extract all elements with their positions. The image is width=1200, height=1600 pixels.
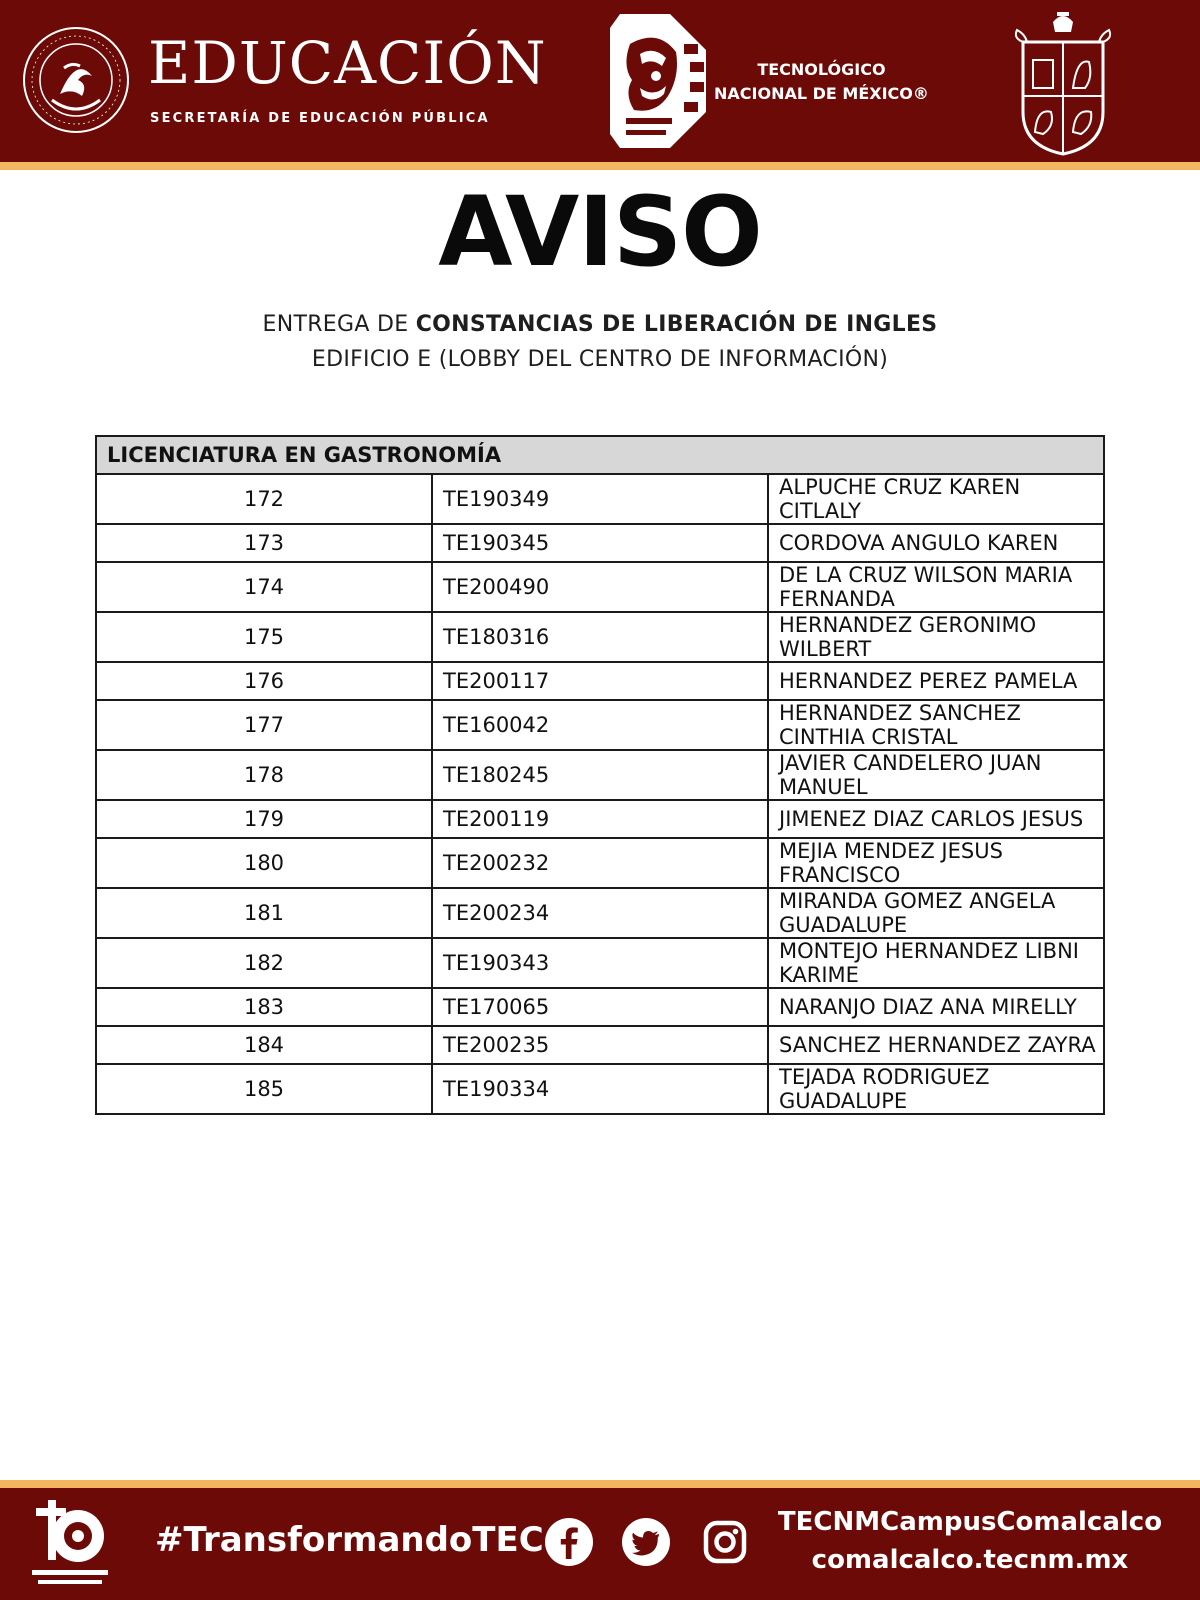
table-row bbox=[96, 988, 1104, 1026]
table-row bbox=[96, 662, 1104, 700]
student-id: TE200119 bbox=[432, 800, 768, 838]
student-name: HERNANDEZ GERONIMO WILBERT bbox=[768, 612, 1104, 662]
row-number: 179 bbox=[96, 800, 432, 838]
students-table bbox=[95, 435, 1105, 1115]
hashtag: #TransformandoTEC bbox=[155, 1520, 544, 1560]
table-row bbox=[96, 700, 1104, 750]
student-id: TE190334 bbox=[432, 1064, 768, 1114]
header-banner bbox=[0, 0, 1200, 162]
footer-accent-stripe bbox=[0, 1480, 1200, 1488]
notice-line-2: EDIFICIO E (LOBBY DEL CENTRO DE INFORMACIÓN) bbox=[311, 347, 889, 372]
row-number: 183 bbox=[96, 988, 432, 1026]
student-id: TE170065 bbox=[432, 988, 768, 1026]
table-row bbox=[96, 800, 1104, 838]
student-id: TE190349 bbox=[432, 474, 768, 524]
student-id: TE180245 bbox=[432, 750, 768, 800]
notice-line-1-bold: CONSTANCIAS DE LIBERACIÓN DE INGLES bbox=[415, 312, 938, 337]
table-row bbox=[96, 888, 1104, 938]
notice-line-1 bbox=[0, 312, 1200, 337]
table-row bbox=[96, 612, 1104, 662]
itsc-logo-icon bbox=[28, 1494, 112, 1594]
student-id: TE190343 bbox=[432, 938, 768, 988]
student-id: TE200490 bbox=[432, 562, 768, 612]
table-row bbox=[96, 938, 1104, 988]
table-row bbox=[96, 838, 1104, 888]
tabasco-coat-of-arms-icon bbox=[1013, 8, 1113, 156]
student-name: NARANJO DIAZ ANA MIRELLY bbox=[768, 988, 1104, 1026]
row-number: 178 bbox=[96, 750, 432, 800]
sep-subtitle: SECRETARÍA DE EDUCACIÓN PÚBLICA bbox=[150, 111, 490, 126]
student-name: HERNANDEZ SANCHEZ CINTHIA CRISTAL bbox=[768, 700, 1104, 750]
student-name: ALPUCHE CRUZ KAREN CITLALY bbox=[768, 474, 1104, 524]
tecnm-line-2: NACIONAL DE MÉXICO® bbox=[714, 84, 929, 103]
campus-website[interactable]: comalcalco.tecnm.mx bbox=[811, 1545, 1129, 1575]
education-title: EDUCACIÓN bbox=[148, 29, 547, 97]
row-number: 181 bbox=[96, 888, 432, 938]
student-name: TEJADA RODRIGUEZ GUADALUPE bbox=[768, 1064, 1104, 1114]
instagram-icon[interactable] bbox=[700, 1517, 750, 1567]
table-heading: LICENCIATURA EN GASTRONOMÍA bbox=[96, 436, 1104, 474]
notice-title: AVISO bbox=[438, 176, 762, 288]
campus-name: TECNMCampusComalcalco bbox=[777, 1507, 1163, 1537]
row-number: 180 bbox=[96, 838, 432, 888]
student-name: MONTEJO HERNANDEZ LIBNI KARIME bbox=[768, 938, 1104, 988]
student-name: JIMENEZ DIAZ CARLOS JESUS bbox=[768, 800, 1104, 838]
table-row bbox=[96, 562, 1104, 612]
student-name: HERNANDEZ PEREZ PAMELA bbox=[768, 662, 1104, 700]
row-number: 176 bbox=[96, 662, 432, 700]
tecnm-name bbox=[714, 58, 929, 106]
facebook-icon[interactable] bbox=[544, 1517, 594, 1567]
tecnm-line-1: TECNOLÓGICO bbox=[757, 60, 886, 79]
student-id: TE180316 bbox=[432, 612, 768, 662]
campus-info bbox=[770, 1503, 1170, 1579]
twitter-icon[interactable] bbox=[621, 1517, 671, 1567]
notice-line-1-prefix: ENTREGA DE bbox=[262, 312, 416, 337]
row-number: 174 bbox=[96, 562, 432, 612]
student-id: TE200234 bbox=[432, 888, 768, 938]
table-row bbox=[96, 474, 1104, 524]
student-id: TE200235 bbox=[432, 1026, 768, 1064]
student-id: TE200117 bbox=[432, 662, 768, 700]
table-row bbox=[96, 1026, 1104, 1064]
table-row bbox=[96, 524, 1104, 562]
student-id: TE200232 bbox=[432, 838, 768, 888]
student-name: MIRANDA GOMEZ ANGELA GUADALUPE bbox=[768, 888, 1104, 938]
student-name: MEJIA MENDEZ JESUS FRANCISCO bbox=[768, 838, 1104, 888]
student-name: DE LA CRUZ WILSON MARIA FERNANDA bbox=[768, 562, 1104, 612]
tecnm-logo-icon bbox=[610, 14, 706, 148]
table-row bbox=[96, 1064, 1104, 1114]
row-number: 175 bbox=[96, 612, 432, 662]
row-number: 185 bbox=[96, 1064, 432, 1114]
row-number: 182 bbox=[96, 938, 432, 988]
mexico-seal-icon bbox=[22, 26, 130, 134]
student-id: TE190345 bbox=[432, 524, 768, 562]
student-name: CORDOVA ANGULO KAREN bbox=[768, 524, 1104, 562]
row-number: 184 bbox=[96, 1026, 432, 1064]
row-number: 173 bbox=[96, 524, 432, 562]
student-name: JAVIER CANDELERO JUAN MANUEL bbox=[768, 750, 1104, 800]
table-row bbox=[96, 750, 1104, 800]
student-name: SANCHEZ HERNANDEZ ZAYRA bbox=[768, 1026, 1104, 1064]
row-number: 172 bbox=[96, 474, 432, 524]
row-number: 177 bbox=[96, 700, 432, 750]
table-heading-row bbox=[96, 436, 1104, 474]
header-accent-stripe bbox=[0, 162, 1200, 170]
student-id: TE160042 bbox=[432, 700, 768, 750]
